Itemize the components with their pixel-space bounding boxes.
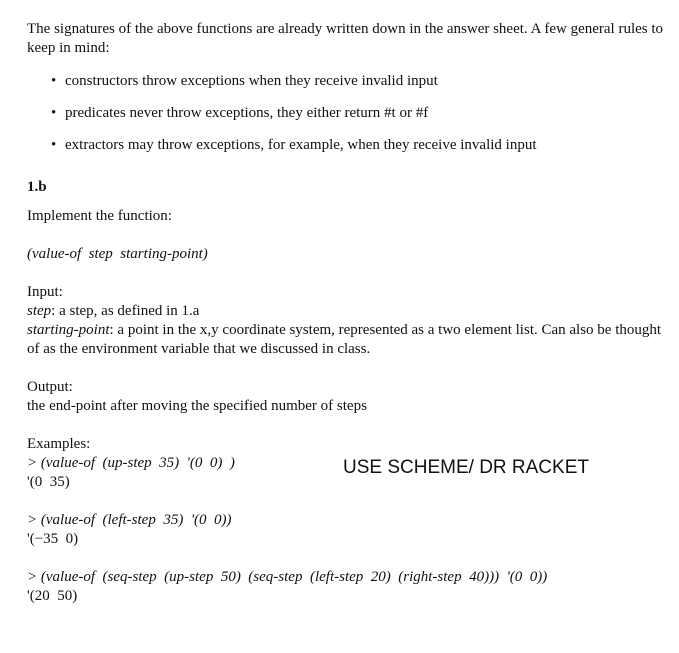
step-param-desc: : a step, as defined in 1.a [51, 303, 200, 319]
input-step-line [27, 302, 667, 321]
input-block [27, 283, 667, 359]
input-heading: Input: [27, 284, 63, 300]
rules-list [27, 72, 667, 168]
example-call: > (value-of (up-step 35) '(0 0) ) [27, 455, 235, 471]
step-param-name: step [27, 303, 52, 319]
starting-point-param-name: starting-point [27, 322, 110, 338]
example-call: > (value-of (left-step 35) '(0 0)) [27, 512, 232, 528]
example-item [27, 511, 667, 549]
function-signature: (value-of step starting-point) [27, 246, 208, 262]
starting-point-param-desc: : a point in the x,y coordinate system, represented as a two element list. Can also be thought of as the environment variable that we discussed in class. [27, 322, 662, 357]
handwritten-note: USE SCHEME/ DR RACKET [343, 457, 589, 478]
example-call: > (value-of (seq-step (up-step 50) (seq-step (left-step 20) (right-step 40))) '(0 0)) [27, 569, 548, 585]
implement-text: Implement the function: [27, 208, 172, 224]
example-result: '(−35 0) [27, 531, 79, 547]
intro-paragraph: The signatures of the above functions are already written down in the answer sheet. A few general rules to keep in mind: [27, 21, 664, 56]
example-result: '(20 50) [27, 588, 78, 604]
rule-item: • extractors may throw exceptions, for example, when they receive invalid input [27, 136, 667, 168]
document-page [27, 20, 667, 625]
section-heading: 1.b [27, 179, 47, 195]
example-result: '(0 35) [27, 474, 70, 490]
output-desc: the end-point after moving the specified number of steps [27, 398, 367, 414]
rule-item: • predicates never throw exceptions, they either return #t or #f [27, 104, 667, 136]
output-block [27, 378, 667, 416]
output-heading: Output: [27, 379, 73, 395]
examples-heading: Examples: [27, 436, 91, 452]
example-item [27, 568, 667, 606]
rule-item: • constructors throw exceptions when they receive invalid input [27, 72, 667, 104]
input-starting-point-line [27, 321, 667, 359]
